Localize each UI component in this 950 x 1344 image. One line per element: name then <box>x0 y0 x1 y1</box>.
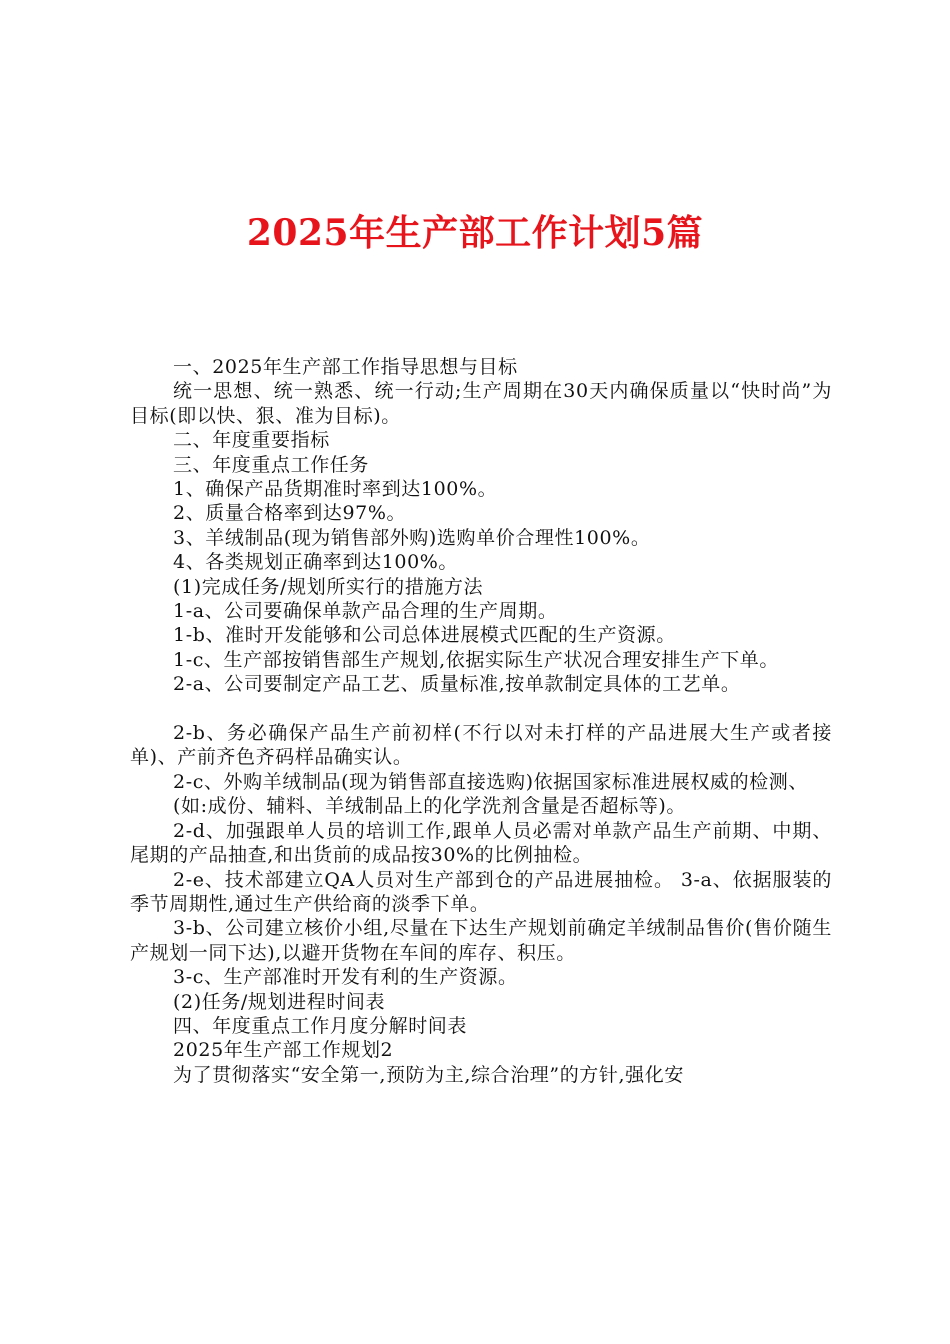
list-item-plan-accuracy: 4、各类规划正确率到达100%。 <box>173 551 459 574</box>
heading-key-indicators: 二、年度重要指标 <box>173 429 330 452</box>
heading-monthly-breakdown: 四、年度重点工作月度分解时间表 <box>173 1014 468 1037</box>
measure-2e-3a: 2-e、技术部建立QA人员对生产部到仓的产品进展抽检。 3-a、依据服装的季节周期性,通过生产供给商的淡季下单。 <box>130 868 832 915</box>
paragraph-goals: 统一思想、统一熟悉、统一行动;生产周期在30天内确保质量以“快时尚”为目标(即以快、狠、准为目标)。 <box>130 380 832 427</box>
list-item-delivery-rate: 1、确保产品货期准时率到达100%。 <box>173 478 498 501</box>
subheading-measures: (1)完成任务/规划所实行的措施方法 <box>173 575 484 598</box>
measure-2a: 2-a、公司要制定产品工艺、质量标准,按单款制定具体的工艺单。 <box>173 673 741 696</box>
paragraph-safety: 为了贯彻落实“安全第一,预防为主,综合治理”的方针,强化安 <box>173 1063 684 1086</box>
subheading-schedule: (2)任务/规划进程时间表 <box>173 990 386 1013</box>
measure-2c: 2-c、外购羊绒制品(现为销售部直接选购)依据国家标准进展权威的检测、 <box>173 770 808 793</box>
list-item-quality-rate: 2、质量合格率到达97%。 <box>173 502 407 525</box>
measure-1b: 1-b、准时开发能够和公司总体进展模式匹配的生产资源。 <box>173 624 676 647</box>
measure-3b: 3-b、公司建立核价小组,尽量在下达生产规划前确定羊绒制品售价(售价随生产规划一同下达),以避开货物在车间的库存、积压。 <box>130 917 832 964</box>
list-item-cashmere-price: 3、羊绒制品(现为销售部外购)选购单价合理性100%。 <box>173 526 651 549</box>
heading-plan-2: 2025年生产部工作规划2 <box>173 1039 394 1062</box>
blank-line <box>130 697 832 721</box>
heading-key-tasks: 三、年度重点工作任务 <box>173 453 370 476</box>
measure-1c: 1-c、生产部按销售部生产规划,依据实际生产状况合理安排生产下单。 <box>173 648 779 671</box>
measure-2b: 2-b、务必确保产品生产前初样(不行以对未打样的产品进展大生产或者接单)、产前齐色齐码样品确实认。 <box>130 722 832 769</box>
document-title: 2025年生产部工作计划5篇 <box>246 212 704 254</box>
heading-guiding-thought: 一、2025年生产部工作指导思想与目标 <box>173 356 518 378</box>
document-body <box>130 355 832 1087</box>
measure-3c: 3-c、生产部准时开发有利的生产资源。 <box>173 966 518 989</box>
measure-1a: 1-a、公司要确保单款产品合理的生产周期。 <box>173 600 558 623</box>
measure-2c-note: (如:成份、辅料、羊绒制品上的化学洗剂含量是否超标等)。 <box>173 795 687 818</box>
measure-2d: 2-d、加强跟单人员的培训工作,跟单人员必需对单款产品生产前期、中期、尾期的产品抽查,和出货前的成品按30%的比例抽检。 <box>130 819 832 867</box>
